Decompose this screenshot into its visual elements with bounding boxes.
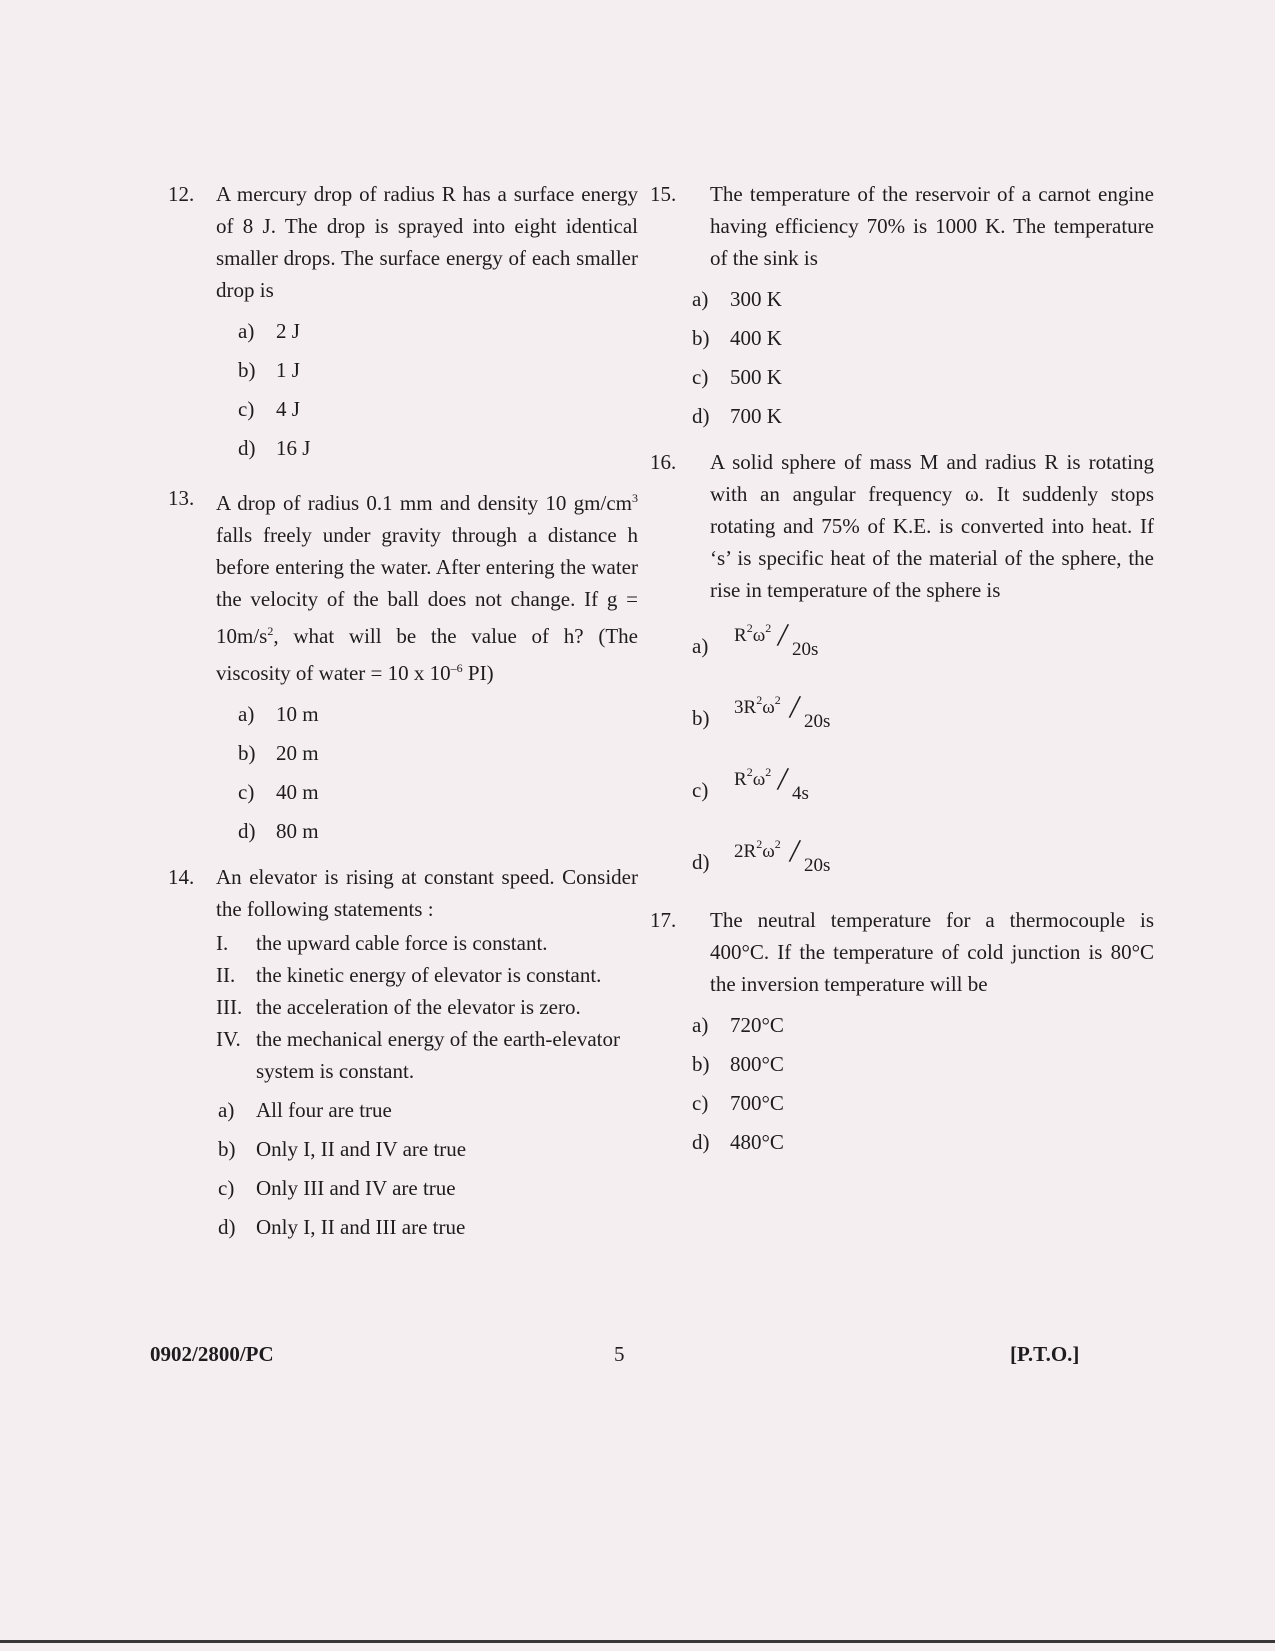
paper-code: 0902/2800/PC	[150, 1342, 274, 1366]
scan-edge-line	[0, 1640, 1275, 1643]
statements-list	[216, 927, 638, 1087]
question-text: The neutral temperature for a thermocouple is 400°C. If the temperature of cold junction is 80°C the inversion temperature will be	[710, 908, 1154, 996]
statement-ii: II. the kinetic energy of elevator is constant.	[216, 963, 602, 987]
option-d: d) Only I, II and III are true	[218, 1215, 466, 1239]
option-a: a) 10 m	[238, 702, 319, 726]
options-list	[216, 312, 638, 468]
option-c: c) 4 J	[238, 397, 300, 421]
option-a: a) 300 K	[692, 287, 782, 311]
question-number: 15.	[650, 182, 677, 206]
option-c: c) Only III and IV are true	[218, 1176, 456, 1200]
option-b: b) 800°C	[692, 1052, 784, 1076]
option-c: c) 40 m	[238, 780, 319, 804]
numerator: $3R^2\omega^2$	[734, 693, 781, 718]
numerator: $R^2\omega^2$	[734, 621, 772, 646]
denominator: 4s	[792, 783, 809, 804]
question-text: A solid sphere of mass M and radius R is rotating with an angular frequency ω. It suddenly stops rotating and 75% of K.E. is converted into heat. If ‘s’ is specific heat of the material of the sphere, the rise in temperature of the sphere is	[710, 450, 1154, 602]
statement-iv: IV. the mechanical energy of the earth-elevator system is constant.	[216, 1027, 621, 1083]
statement-i: I. the upward cable force is constant.	[216, 931, 548, 955]
question-17	[650, 904, 1154, 1162]
options-list	[216, 695, 638, 851]
fraction: $3R^2\omega^2$ / 20s	[730, 678, 890, 742]
options-list	[196, 1091, 638, 1247]
denominator: 20s	[804, 711, 831, 732]
question-number: 13.	[168, 486, 195, 510]
page-number: 5	[614, 1342, 625, 1366]
right-column	[650, 178, 1154, 1172]
fraction: $R^2\omega^2$ / 20s	[730, 606, 890, 670]
option-a: a) 2 J	[238, 319, 300, 343]
please-turn-over: [P.T.O.]	[1010, 1342, 1080, 1366]
question-text: A mercury drop of radius R has a surface energy of 8 J. The drop is sprayed into eight identical smaller drops. The surface energy of each smaller drop is	[216, 182, 638, 302]
option-d: d) 480°C	[692, 1130, 784, 1154]
denominator: 20s	[804, 855, 831, 876]
option-a: a) $R^2\omega^2$ / 20s	[670, 606, 1154, 678]
option-c: c) $R^2\omega^2$ / 4s	[670, 750, 1154, 822]
option-b: b) $3R^2\omega^2$ / 20s	[670, 678, 1154, 750]
option-d: d) 16 J	[238, 436, 311, 460]
left-column	[168, 178, 638, 1257]
question-12	[168, 178, 638, 468]
question-text: The temperature of the reservoir of a carnot engine having efficiency 70% is 1000 K. The temperature of the sink is	[710, 182, 1154, 270]
option-b: b) 20 m	[238, 741, 319, 765]
option-b: b) 400 K	[692, 326, 782, 350]
options-list	[670, 606, 1154, 894]
options-list	[670, 280, 1154, 436]
question-number: 12.	[168, 182, 195, 206]
option-d: d) 80 m	[238, 819, 319, 843]
question-13	[168, 482, 638, 851]
fraction: $R^2\omega^2$ / 4s	[730, 750, 890, 814]
option-c: c) 700°C	[692, 1091, 784, 1115]
options-list	[670, 1006, 1154, 1162]
question-number: 16.	[650, 450, 677, 474]
option-b: b) Only I, II and IV are true	[218, 1137, 467, 1161]
option-a: a) All four are true	[218, 1098, 392, 1122]
fraction: $2R^2\omega^2$ / 20s	[730, 822, 890, 886]
denominator: 20s	[792, 639, 819, 660]
question-number: 14.	[168, 865, 195, 889]
question-16	[650, 446, 1154, 894]
question-14	[168, 861, 638, 1247]
option-c: c) 500 K	[692, 365, 782, 389]
numerator: $2R^2\omega^2$	[734, 837, 781, 862]
option-d: d) $2R^2\omega^2$ / 20s	[670, 822, 1154, 894]
option-a: a) 720°C	[692, 1013, 784, 1037]
option-b: b) 1 J	[238, 358, 300, 382]
question-text: A drop of radius 0.1 mm and density 10 $gm/cm^3$ falls freely under gravity through a distance h before entering the water. After entering the water the velocity of the ball does not change. If $g = 10m/s^2$, what will be the value of h? (The viscosity of water = 10 x $10^{-6}$ PI)	[216, 491, 638, 685]
question-15	[650, 178, 1154, 436]
question-number: 17.	[650, 908, 677, 932]
statement-iii: III. the acceleration of the elevator is zero.	[216, 995, 581, 1019]
question-text: An elevator is rising at constant speed. Consider the following statements :	[216, 865, 638, 921]
numerator: $R^2\omega^2$	[734, 765, 772, 790]
option-d: d) 700 K	[692, 404, 782, 428]
